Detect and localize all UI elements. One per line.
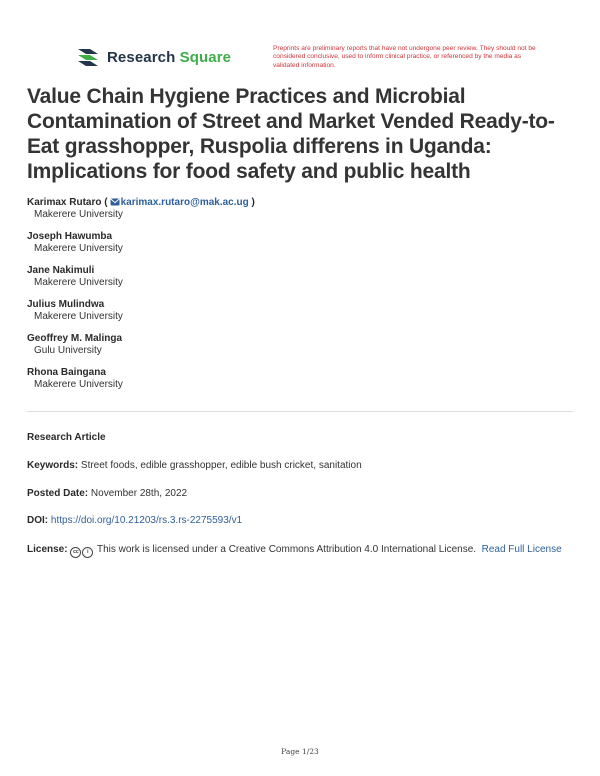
paper-title: Value Chain Hygiene Practices and Microbial Contamination of Street and Market Vended Ready-to-Eat grasshopper, Ruspolia differens in Uganda: Implications for food safety and public health xyxy=(27,85,555,183)
research-square-logo[interactable] xyxy=(76,46,231,68)
email-icon xyxy=(110,198,120,206)
page-number: Page 1/23 xyxy=(281,747,319,756)
author-name: Julius Mulindwa xyxy=(27,299,105,310)
posted-date-label: Posted Date: xyxy=(27,488,89,499)
author-affiliation: Makerere University xyxy=(34,379,123,390)
license xyxy=(27,542,575,558)
author-affiliation: Makerere University xyxy=(34,277,123,288)
article-type: Research Article xyxy=(27,432,106,443)
author-affiliation: Makerere University xyxy=(34,311,123,322)
license-text: This work is licensed under a Creative Commons Attribution 4.0 International License. xyxy=(96,544,477,555)
brand-name: Research Square xyxy=(107,48,232,66)
author-name: Karimax Rutaro ( karimax.rutaro@mak.ac.ug ) xyxy=(27,197,255,208)
author-name: Joseph Hawumba xyxy=(27,231,113,242)
author-name: Geoffrey M. Malinga xyxy=(27,333,123,344)
section-divider xyxy=(27,411,573,412)
preprint-notice: Preprints are preliminary reports that have not undergone peer review. They should not be considered conclusive, used to inform clinical practice, or referenced by the media as validated information. xyxy=(273,45,536,69)
author-list xyxy=(27,197,567,401)
license-label: License: xyxy=(27,544,68,555)
research-square-logo-icon xyxy=(76,46,100,68)
doi-label: DOI: xyxy=(27,515,49,526)
by-icon: i xyxy=(82,547,93,558)
doi xyxy=(27,513,575,528)
author-email-link[interactable]: karimax.rutaro@mak.ac.ug xyxy=(120,197,249,208)
read-full-license-link[interactable]: Read Full License xyxy=(481,544,562,555)
doi-link[interactable]: https://doi.org/10.21203/rs.3.rs-2275593/v1 xyxy=(50,515,243,526)
cc-icon: cc xyxy=(70,547,81,558)
author-name: Jane Nakimuli xyxy=(27,265,95,276)
author-affiliation: Makerere University xyxy=(34,209,123,220)
author-name: Rhona Baingana xyxy=(27,367,106,378)
author-affiliation: Makerere University xyxy=(34,243,123,254)
keywords-label: Keywords: xyxy=(27,460,79,471)
posted-date xyxy=(27,486,575,501)
keywords-value: Street foods, edible grasshopper, edible bush cricket, sanitation xyxy=(80,460,362,471)
posted-date-value: November 28th, 2022 xyxy=(90,488,188,499)
keywords xyxy=(27,458,575,473)
author-affiliation: Gulu University xyxy=(34,345,102,356)
